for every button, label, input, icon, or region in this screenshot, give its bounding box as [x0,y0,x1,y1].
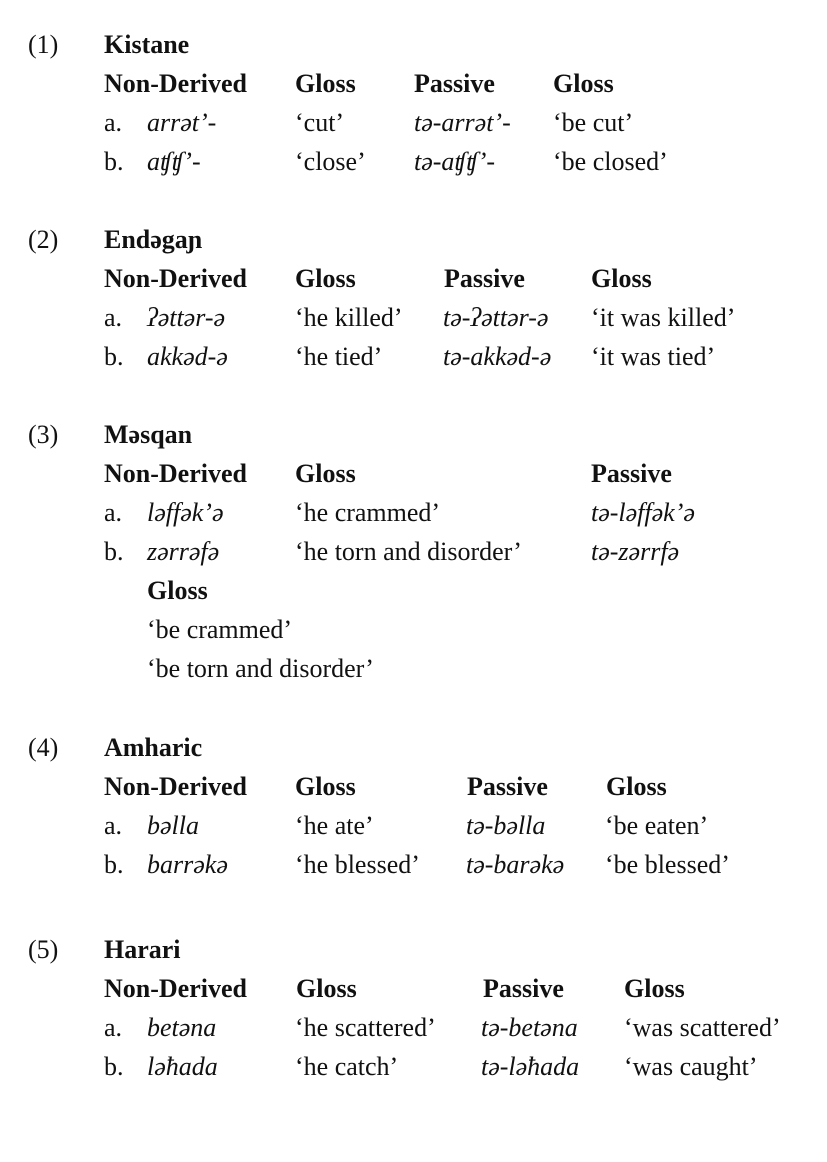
header-gloss: Gloss [295,264,356,293]
data-row [0,1052,827,1088]
non-derived-form: akkəd-ə [147,342,228,371]
example-number: (5) [28,935,59,964]
data-row-wrapped [0,615,827,651]
passive-gloss: ‘be crammed’ [147,615,293,644]
example-number: (4) [28,733,59,762]
language-name: Kistane [104,30,190,59]
non-derived-form: betəna [147,1013,217,1042]
data-row [0,108,827,144]
header-row-wrapped [0,576,827,612]
passive-form: tə-ʔəttər-ə [443,303,549,332]
language-name: Harari [104,935,181,964]
header-passive-gloss: Gloss [591,264,652,293]
example-number: (3) [28,420,59,449]
non-derived-form: barrəkə [147,850,228,879]
example-number: (2) [28,225,59,254]
row-label: b. [104,342,124,371]
passive-form: tə-bəlla [466,811,546,840]
header-gloss: Gloss [295,772,356,801]
passive-gloss: ‘be cut’ [553,108,634,137]
header-passive: Passive [414,69,495,98]
gloss: ‘he torn and disorder’ [295,537,522,566]
gloss: ‘he crammed’ [295,498,441,527]
non-derived-form: zərrəfə [147,537,220,566]
passive-gloss: ‘was scattered’ [624,1013,781,1042]
passive-gloss: ‘be blessed’ [605,850,730,879]
data-row-wrapped [0,654,827,690]
passive-gloss: ‘was caught’ [624,1052,758,1081]
header-passive-gloss: Gloss [624,974,685,1003]
data-row [0,850,827,886]
header-gloss: Gloss [296,974,357,1003]
passive-gloss: ‘be eaten’ [605,811,709,840]
row-label: a. [104,498,123,527]
language-name: Endəgaɲ [104,225,203,254]
passive-gloss: ‘be torn and disorder’ [147,654,374,683]
header-row [0,264,827,300]
example-number: (1) [28,30,59,59]
header-row [0,69,827,105]
header-non-derived: Non-Derived [104,974,247,1003]
data-row [0,537,827,573]
row-label: a. [104,108,123,137]
header-passive-gloss: Gloss [606,772,667,801]
language-name: Amharic [104,733,203,762]
gloss: ‘close’ [295,147,366,176]
data-row [0,498,827,534]
header-non-derived: Non-Derived [104,69,247,98]
header-row [0,974,827,1010]
gloss: ‘he catch’ [295,1052,399,1081]
language-name: Məsqan [104,420,193,449]
header-passive-gloss: Gloss [147,576,208,605]
header-gloss: Gloss [295,459,356,488]
non-derived-form: arrət’- [147,108,217,137]
non-derived-form: ləffək’ə [147,498,224,527]
row-label: b. [104,147,124,176]
header-passive: Passive [591,459,672,488]
data-row [0,811,827,847]
header-non-derived: Non-Derived [104,459,247,488]
gloss: ‘he tied’ [295,342,383,371]
header-non-derived: Non-Derived [104,264,247,293]
passive-form: tə-zərrfə [591,537,680,566]
row-label: b. [104,537,124,566]
header-passive: Passive [444,264,525,293]
non-derived-form: ʔəttər-ə [147,303,226,332]
passive-gloss: ‘be closed’ [553,147,668,176]
row-label: b. [104,1052,124,1081]
passive-form: tə-aʧʧ’- [414,147,496,176]
non-derived-form: ləħada [147,1052,218,1081]
passive-gloss: ‘it was tied’ [591,342,716,371]
row-label: b. [104,850,124,879]
header-non-derived: Non-Derived [104,772,247,801]
data-row [0,1013,827,1049]
header-passive: Passive [483,974,564,1003]
header-gloss: Gloss [295,69,356,98]
gloss: ‘cut’ [295,108,345,137]
passive-form: tə-ləffək’ə [591,498,695,527]
row-label: a. [104,1013,123,1042]
gloss: ‘he scattered’ [295,1013,436,1042]
header-row [0,772,827,808]
gloss: ‘he blessed’ [295,850,420,879]
passive-gloss: ‘it was killed’ [591,303,736,332]
header-passive: Passive [467,772,548,801]
header-passive-gloss: Gloss [553,69,614,98]
gloss: ‘he ate’ [295,811,374,840]
header-row [0,459,827,495]
passive-form: tə-akkəd-ə [443,342,552,371]
non-derived-form: bəlla [147,811,199,840]
passive-form: tə-betəna [481,1013,578,1042]
data-row [0,342,827,378]
passive-form: tə-ləħada [481,1052,580,1081]
data-row [0,147,827,183]
row-label: a. [104,811,123,840]
passive-form: tə-barəkə [466,850,565,879]
data-row [0,303,827,339]
passive-form: tə-arrət’- [414,108,511,137]
gloss: ‘he killed’ [295,303,403,332]
row-label: a. [104,303,123,332]
non-derived-form: aʧʧ’- [147,147,201,176]
